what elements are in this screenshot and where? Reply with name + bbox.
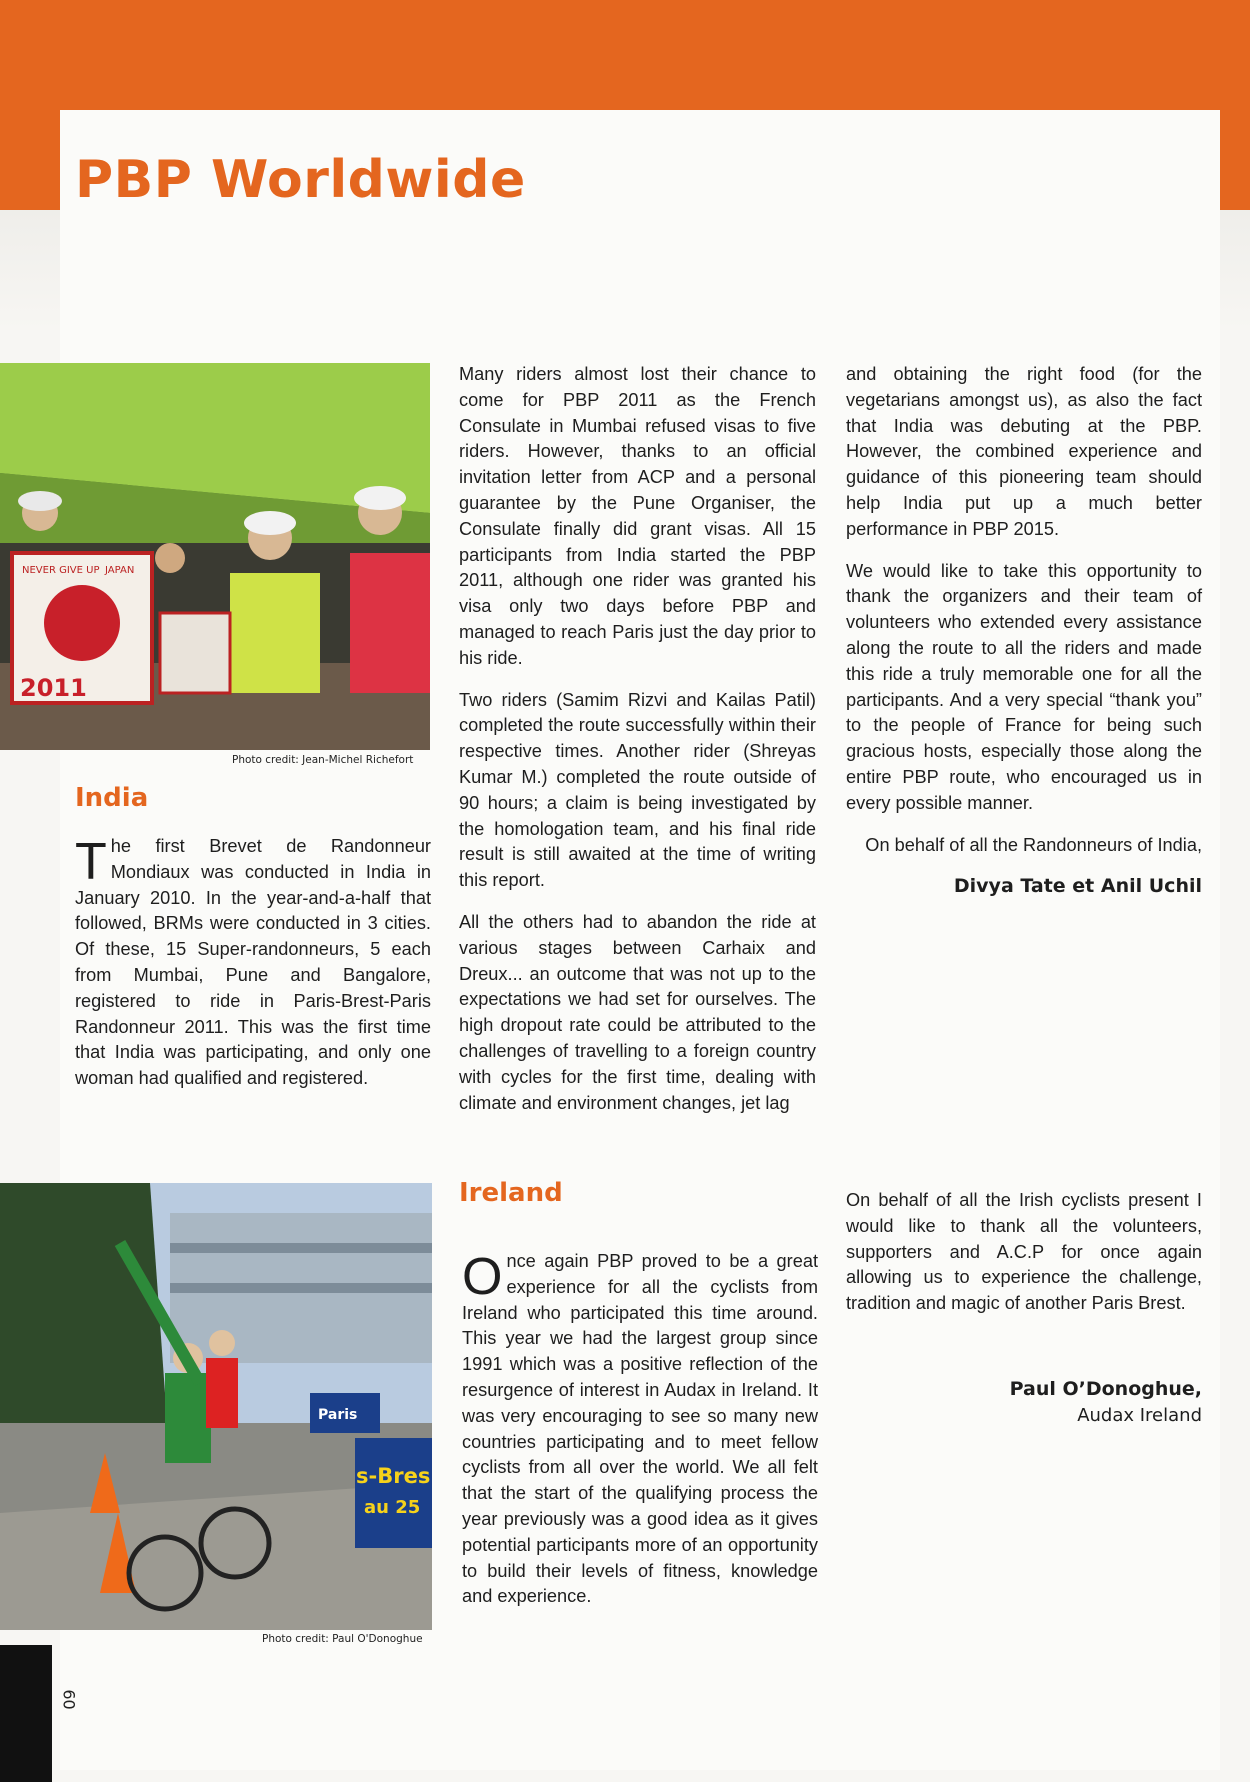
india-column-3 bbox=[846, 362, 1202, 900]
ireland-paragraph-2: On behalf of all the Irish cyclists present I would like to thank all the volunteers, supporters and A.C.P for once again allowing us to experience the challenge, tradition and magic of another Paris Brest. bbox=[846, 1190, 1202, 1314]
india-paragraph-5: and obtaining the right food (for the vegetarians amongst us), as also the fact that India was debuting at the PBP. However, the combined experience and guidance of this pioneering team should help India put up a much better performance in PBP 2015. bbox=[846, 364, 1202, 539]
page-number: 60 bbox=[59, 1689, 79, 1710]
india-paragraph-1: The first Brevet de Randonneur Mondiaux was conducted in India in January 2010. In the year-and-a-half that followed, BRMs were conducted in 3 cities. Of these, 15 Super-randonneurs, 5 each from Mumbai, Pune and Bangalore, registered to ride in Paris-Brest-Paris Randonneur 2011. This was the first time that India was participating, and only one woman had qualified and registered. bbox=[75, 833, 431, 1089]
ireland-column-2 bbox=[462, 1249, 818, 1626]
ireland-photo-illustration bbox=[0, 1183, 432, 1630]
ireland-drop-cap: O bbox=[462, 1248, 503, 1306]
india-drop-cap: T bbox=[75, 833, 107, 891]
flag-year: 2011 bbox=[20, 674, 87, 702]
india-paragraph-2: Many riders almost lost their chance to come for PBP 2011 as the French Consulate in Mumbai refused visas to five riders. However, thanks to an official invitation letter from ACP and a personal guarantee by the Pune Organiser, the Consulate finally did grant visas. All 15 participants from India started the PBP 2011, although one rider was granted his visa only two days before PBP and managed to reach Paris just the day prior to his ride. bbox=[459, 364, 816, 668]
india-photo-credit: Photo credit: Jean-Michel Richefort bbox=[232, 754, 414, 766]
banner-brest: s-Bres bbox=[356, 1464, 431, 1488]
india-signature: Divya Tate et Anil Uchil bbox=[953, 875, 1202, 898]
ireland-heading: Ireland bbox=[459, 1178, 563, 1208]
india-paragraph-3: Two riders (Samim Rizvi and Kailas Patil) completed the route successfully within their respective times. Another rider (Shreyas Kumar M.) completed the route outside of 90 hours; a claim is being investigated by the homologation team, and his final ride result is still awaited at the time of writing this report. bbox=[459, 689, 816, 891]
india-column-2 bbox=[459, 362, 816, 1132]
ireland-photo bbox=[0, 1183, 432, 1630]
banner-paris: Paris bbox=[318, 1407, 358, 1423]
india-photo bbox=[0, 363, 430, 750]
india-paragraph-6: We would like to take this opportunity to thank the organizers and their team of volunteers who extended every assistance along the route to all the riders and made this ride a truly memorable one for all the participants. And a very special “thank you” to the people of France for being such gracious hosts, especially those along the entire PBP route, who encouraged us in every possible manner. bbox=[846, 560, 1202, 813]
ireland-signature: Paul O’Donoghue, bbox=[1009, 1377, 1202, 1400]
india-column-1 bbox=[75, 834, 431, 1108]
page-title: PBP Worldwide bbox=[75, 150, 526, 210]
page-number-tab bbox=[0, 1645, 52, 1782]
india-behalf: On behalf of all the Randonneurs of India, bbox=[865, 834, 1202, 855]
india-photo-illustration bbox=[0, 363, 430, 750]
flag-country: JAPAN bbox=[105, 565, 135, 576]
ireland-photo-credit: Photo credit: Paul O'Donoghue bbox=[262, 1633, 423, 1645]
ireland-paragraph-1: Once again PBP proved to be a great experience for all the cyclists from Ireland who participated this time around. This year we had the largest group since 1991 which was a positive reflection of the resurgence of interest in Audax in Ireland. It was very encouraging to see so many new countries participating and to meet fellow cyclists from all over the world. We all felt that the start of the qualifying process the year previously was a good idea as it gives potential participants more of an opportunity to build their levels of fitness, knowledge and experience. bbox=[462, 1248, 818, 1607]
india-paragraph-4: All the others had to abandon the ride at various stages between Carhaix and Dreux... an outcome that was not up to the expectations we had set for ourselves. The high dropout rate could be attributed to the challenges of travelling to a foreign country with cycles for the first time, dealing with climate and environment changes, jet lag bbox=[459, 911, 816, 1113]
india-heading: India bbox=[75, 783, 149, 813]
ireland-column-3 bbox=[846, 1188, 1202, 1429]
banner-date: au 25 bbox=[364, 1497, 421, 1518]
flag-text: NEVER GIVE UP bbox=[22, 565, 100, 576]
ireland-signature-org: Audax Ireland bbox=[1077, 1404, 1202, 1426]
